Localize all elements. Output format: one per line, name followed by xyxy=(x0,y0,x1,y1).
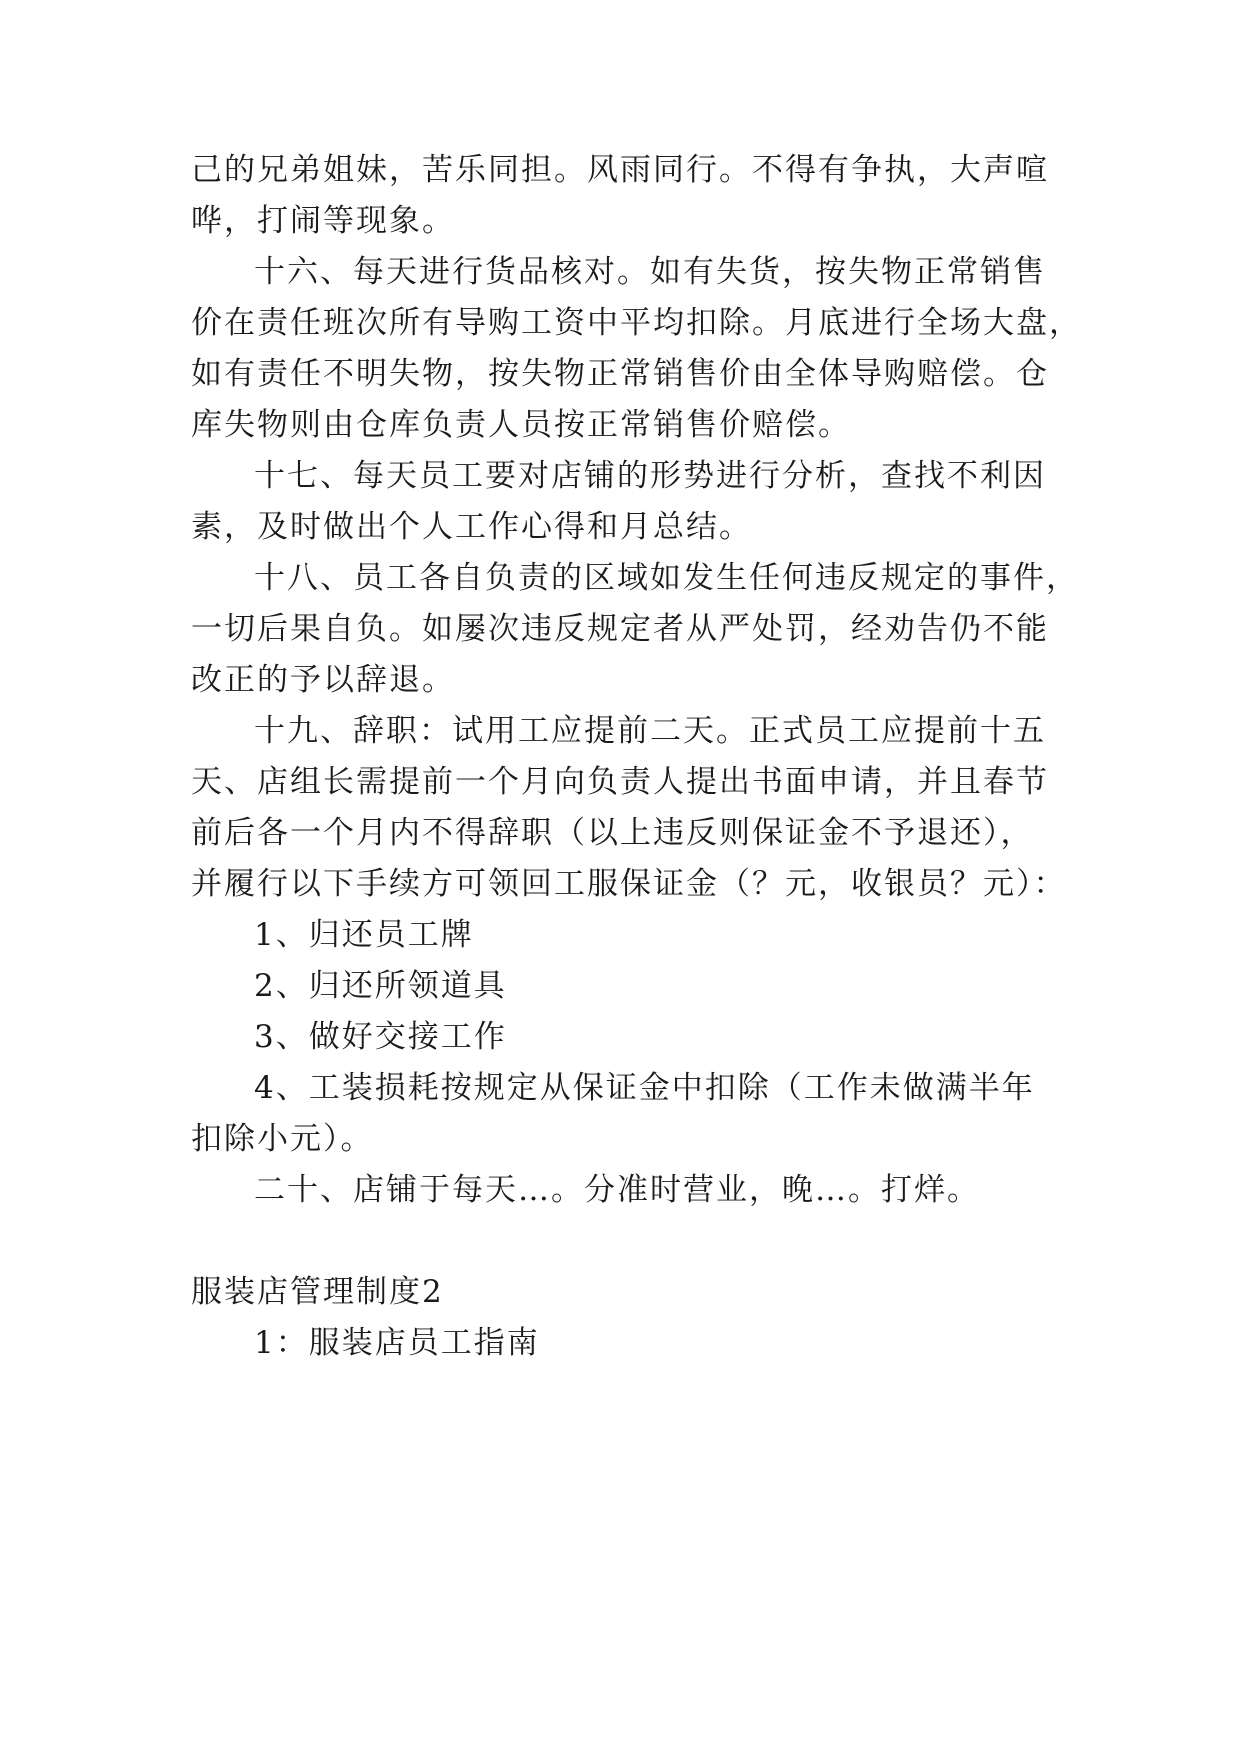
list-item: 2、归还所领道具 xyxy=(254,968,507,1004)
list-item: 4、工装损耗按规定从保证金中扣除（工作未做满半年 xyxy=(254,1070,1035,1106)
paragraph-line: 如有责任不明失物，按失物正常销售价由全体导购赔偿。仓 xyxy=(191,356,1049,392)
paragraph-line: 天、店组长需提前一个月向负责人提出书面申请，并且春节 xyxy=(191,764,1049,800)
paragraph-line: 库失物则由仓库负责人员按正常销售价赔偿。 xyxy=(191,407,851,443)
paragraph-line: 扣除小元）。 xyxy=(191,1121,374,1157)
paragraph-line: 价在责任班次所有导购工资中平均扣除。月底进行全场大盘， xyxy=(191,305,1082,341)
paragraph-line: 一切后果自负。如屡次违反规定者从严处罚，经劝告仍不能 xyxy=(191,611,1049,647)
clause-19-line: 十九、辞职：试用工应提前二天。正式员工应提前十五 xyxy=(254,713,1046,749)
clause-20-line: 二十、店铺于每天…。分准时营业，晚…。打烊。 xyxy=(254,1172,980,1208)
paragraph-line: 己的兄弟姐妹，苦乐同担。风雨同行。不得有争执，大声喧 xyxy=(191,152,1049,188)
clause-16-line: 十六、每天进行货品核对。如有失货，按失物正常销售 xyxy=(254,254,1046,290)
list-item: 3、做好交接工作 xyxy=(254,1019,507,1055)
paragraph-line: 并履行以下手续方可领回工服保证金（？元，收银员？元）： xyxy=(191,866,1067,902)
subsection-title: 1：服装店员工指南 xyxy=(254,1325,540,1361)
clause-18-line: 十八、员工各自负责的区域如发生任何违反规定的事件， xyxy=(254,560,1079,596)
clause-17-line: 十七、每天员工要对店铺的形势进行分析，查找不利因 xyxy=(254,458,1046,494)
paragraph-line: 改正的予以辞退。 xyxy=(191,662,455,698)
paragraph-line: 前后各一个月内不得辞职（以上违反则保证金不予退还）， xyxy=(191,815,1034,851)
section-title: 服装店管理制度2 xyxy=(191,1274,444,1310)
paragraph-line: 哗，打闹等现象。 xyxy=(191,203,455,239)
paragraph-line: 素，及时做出个人工作心得和月总结。 xyxy=(191,509,752,545)
list-item: 1、归还员工牌 xyxy=(254,917,474,953)
